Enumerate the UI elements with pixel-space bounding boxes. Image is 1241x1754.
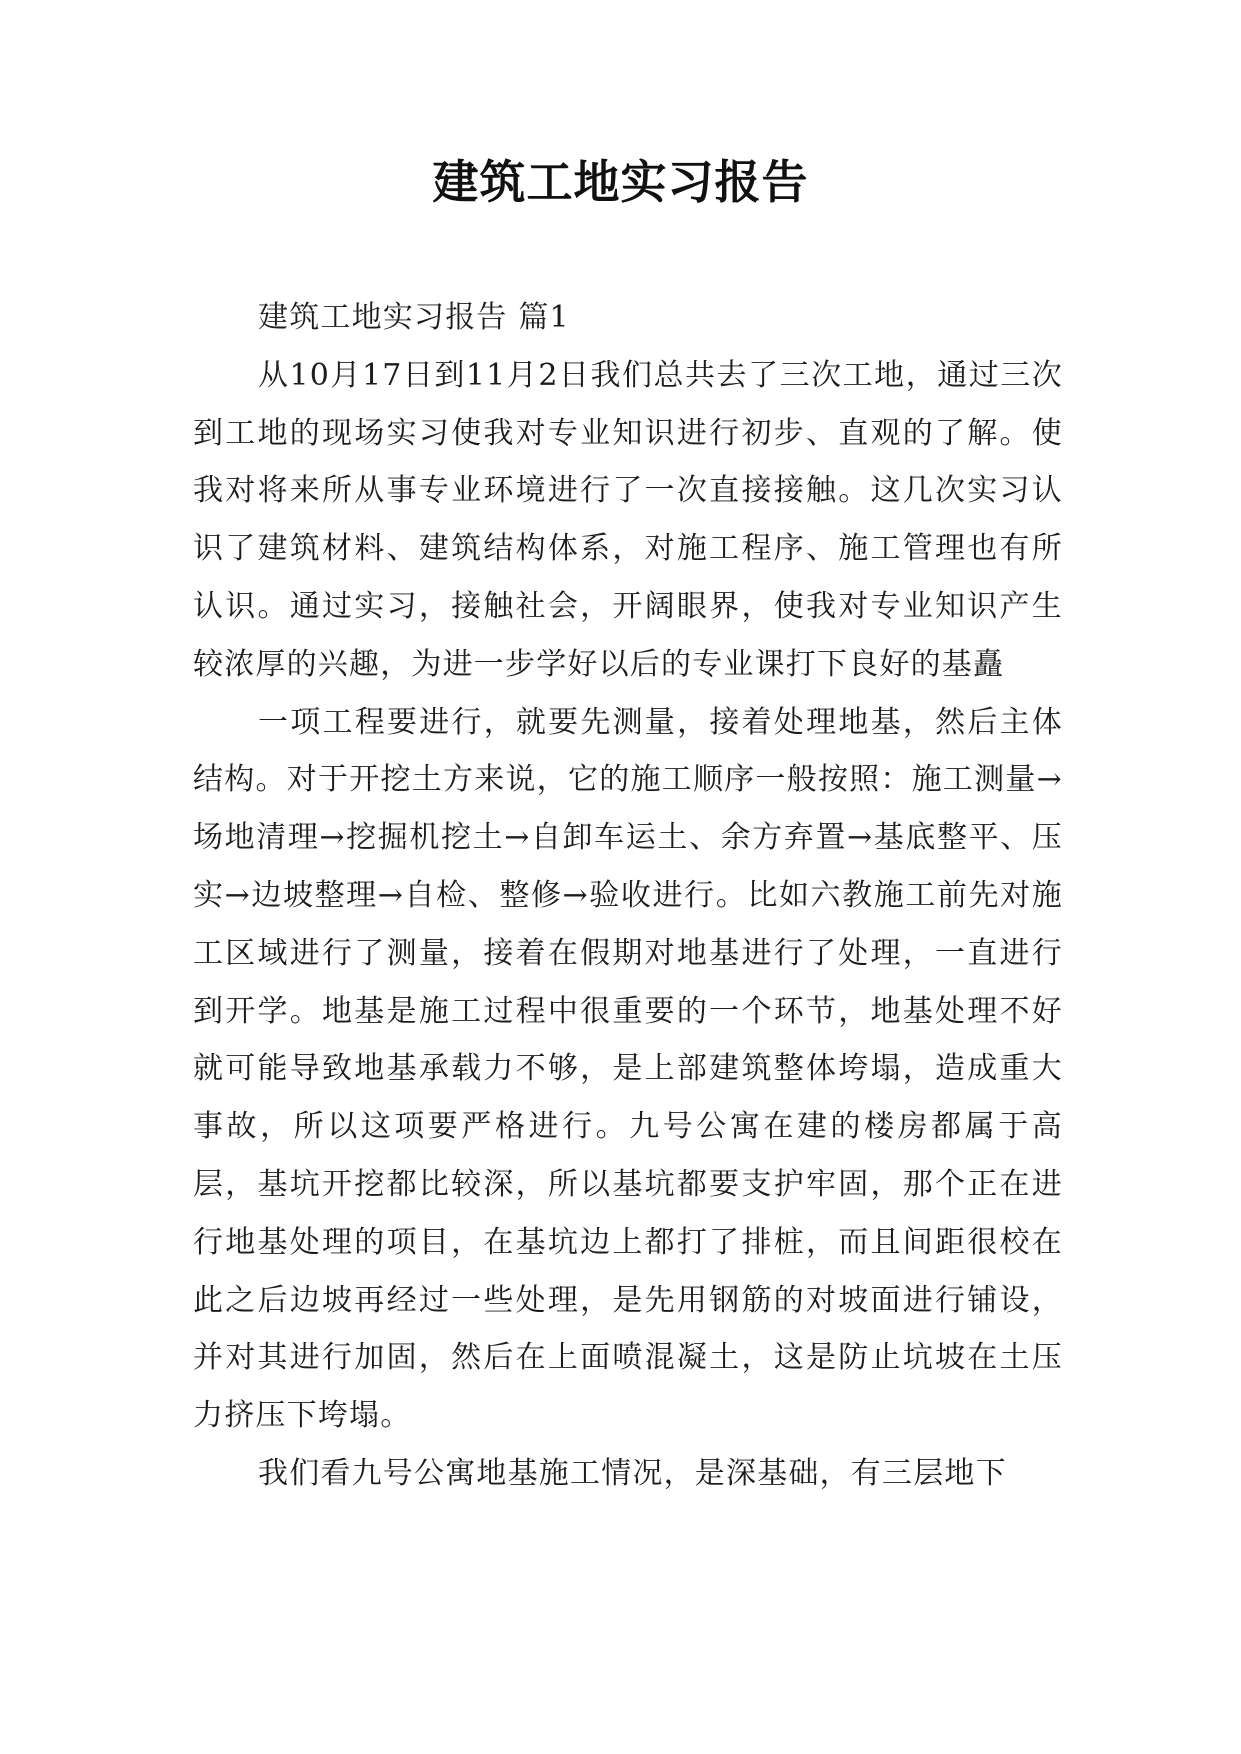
document-body: [193, 289, 1063, 1503]
section-heading: 建筑工地实习报告 篇1: [258, 300, 570, 335]
document-title: 建筑工地实习报告: [432, 155, 809, 209]
paragraph-1: 从10月17日到11月2日我们总共去了三次工地，通过三次到工地的现场实习使我对专业知识进行初步、直观的了解。使我对将来所从事专业环境进行了一次直接接触。这几次实习认识了建筑材料、建筑结构体系，对施工程序、施工管理也有所认识。通过实习，接触社会，开阔眼界，使我对专业知识产生较浓厚的兴趣，为进一步学好以后的专业课打下良好的基矗: [193, 357, 1063, 682]
paragraph-3: 我们看九号公寓地基施工情况，是深基础，有三层地下: [258, 1455, 1007, 1491]
paragraph-2: 一项工程要进行，就要先测量，接着处理地基，然后主体结构。对于开挖土方来说，它的施工顺序一般按照：施工测量→场地清理→挖掘机挖土→自卸车运土、余方弃置→基底整平、压实→边坡整理→自检、整修→验收进行。比如六教施工前先对施工区域进行了测量，接着在假期对地基进行了处理，一直进行到开学。地基是施工过程中很重要的一个环节，地基处理不好就可能导致地基承载力不够，是上部建筑整体垮塌，造成重大事故，所以这项要严格进行。九号公寓在建的楼房都属于高层，基坑开挖都比较深，所以基坑都要支护牢固，那个正在进行地基处理的项目，在基坑边上都打了排桩，而且间距很校在此之后边坡再经过一些处理，是先用钢筋的对坡面进行铺设，并对其进行加固，然后在上面喷混凝土，这是防止坑坡在土压力挤压下垮塌。: [193, 704, 1063, 1434]
